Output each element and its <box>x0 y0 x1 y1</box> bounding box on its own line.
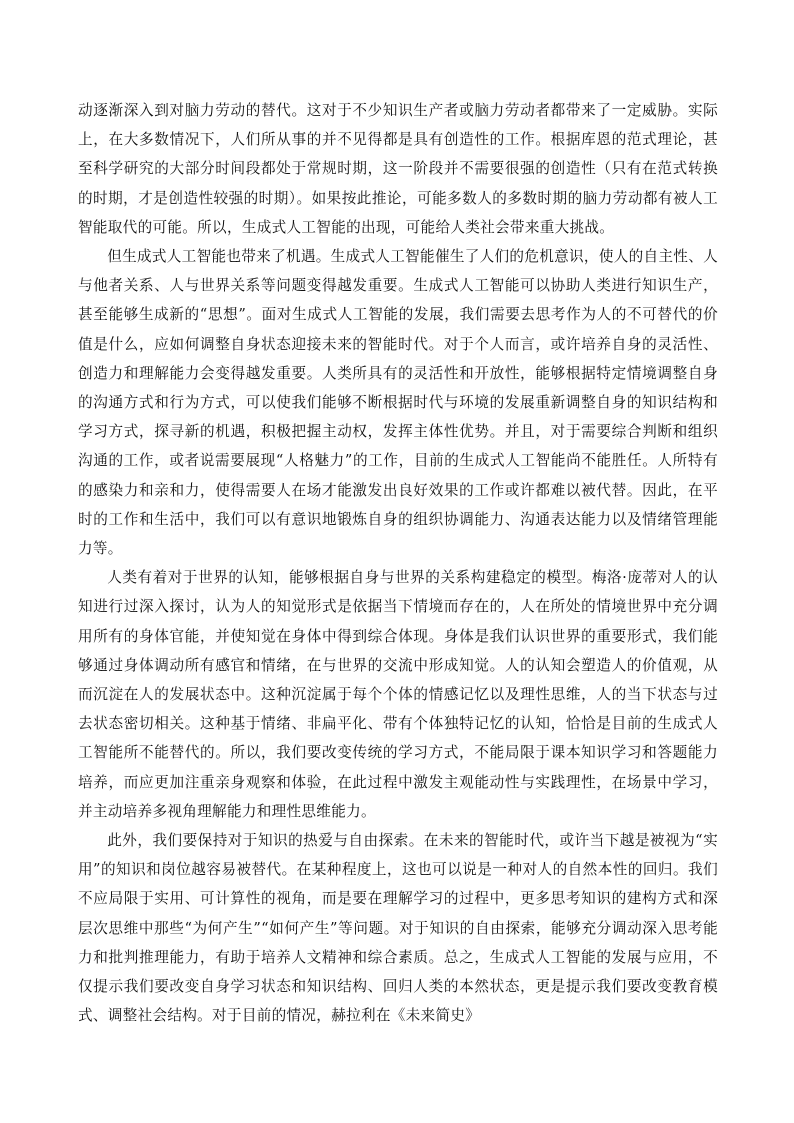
article-body <box>78 96 718 1031</box>
paragraph-3: 人类有着对于世界的认知，能够根据自身与世界的关系构建稳定的模型。梅洛·庞蒂对人的认知进行过深入探讨，认为人的知觉形式是依据当下情境而存在的，人在所处的情境世界中充分调用所有的身体官能，并使知觉在身体中得到综合体现。身体是我们认识世界的重要形式，我们能够通过身体调动所有感官和情绪，在与世界的交流中形成知觉。人的认知会塑造人的价值观，从而沉淀在人的发展状态中。这种沉淀属于每个个体的情感记忆以及理性思维，人的当下状态与过去状态密切相关。这种基于情绪、非扁平化、带有个体独特记忆的认知，恰恰是目前的生成式人工智能所不能替代的。所以，我们要改变传统的学习方式，不能局限于课本知识学习和答题能力培养，而应更加注重亲身观察和体验，在此过程中激发主观能动性与实践理性，在场景中学习，并主动培养多视角理解能力和理性思维能力。 <box>78 569 718 820</box>
paragraph-4: 此外，我们要保持对于知识的热爱与自由探索。在未来的智能时代，或许当下越是被视为“实用”的知识和岗位越容易被替代。在某种程度上，这也可以说是一种对人的自然本性的回归。我们不应局限于实用、可计算性的视角，而是要在理解学习的过程中，更多思考知识的建构方式和深层次思维中那些“为何产生”“如何产生”等问题。对于知识的自由探索，能够充分调动深入思考能力和批判推理能力，有助于培养人文精神和综合素质。总之，生成式人工智能的发展与应用，不仅提示我们要改变自身学习状态和知识结构、回归人类的本然状态，更是提示我们要改变教育模式、调整社会结构。对于目前的情况，赫拉利在《未来简史》 <box>78 832 718 1025</box>
paragraph-2: 但生成式人工智能也带来了机遇。生成式人工智能催生了人们的危机意识，使人的自主性、人与他者关系、人与世界关系等问题变得越发重要。生成式人工智能可以协助人类进行知识生产，甚至能够生成新的“思想”。面对生成式人工智能的发展，我们需要去思考作为人的不可替代的价值是什么，应如何调整自身状态迎接未来的智能时代。对于个人而言，或许培养自身的灵活性、创造力和理解能力会变得越发重要。人类所具有的灵活性和开放性，能够根据特定情境调整自身的沟通方式和行为方式，可以使我们能够不断根据时代与环境的发展重新调整自身的知识结构和学习方式，探寻新的机遇，积极把握主动权，发挥主体性优势。并且，对于需要综合判断和组织沟通的工作，或者说需要展现“人格魅力”的工作，目前的生成式人工智能尚不能胜任。人所特有的感染力和亲和力，使得需要人在场才能激发出良好效果的工作或许都难以被代替。因此，在平时的工作和生活中，我们可以有意识地锻炼自身的组织协调能力、沟通表达能力以及情绪管理能力等。 <box>78 248 718 558</box>
paragraph-1: 动逐渐深入到对脑力劳动的替代。这对于不少知识生产者或脑力劳动者都带来了一定威胁。实际上，在大多数情况下，人们所从事的并不见得都是具有创造性的工作。根据库恩的范式理论，甚至科学研究的大部分时间段都处于常规时期，这一阶段并不需要很强的创造性（只有在范式转换的时期，才是创造性较强的时期）。如果按此推论，可能多数人的多数时期的脑力劳动都有被人工智能取代的可能。所以，生成式人工智能的出现，可能给人类社会带来重大挑战。 <box>78 102 718 236</box>
